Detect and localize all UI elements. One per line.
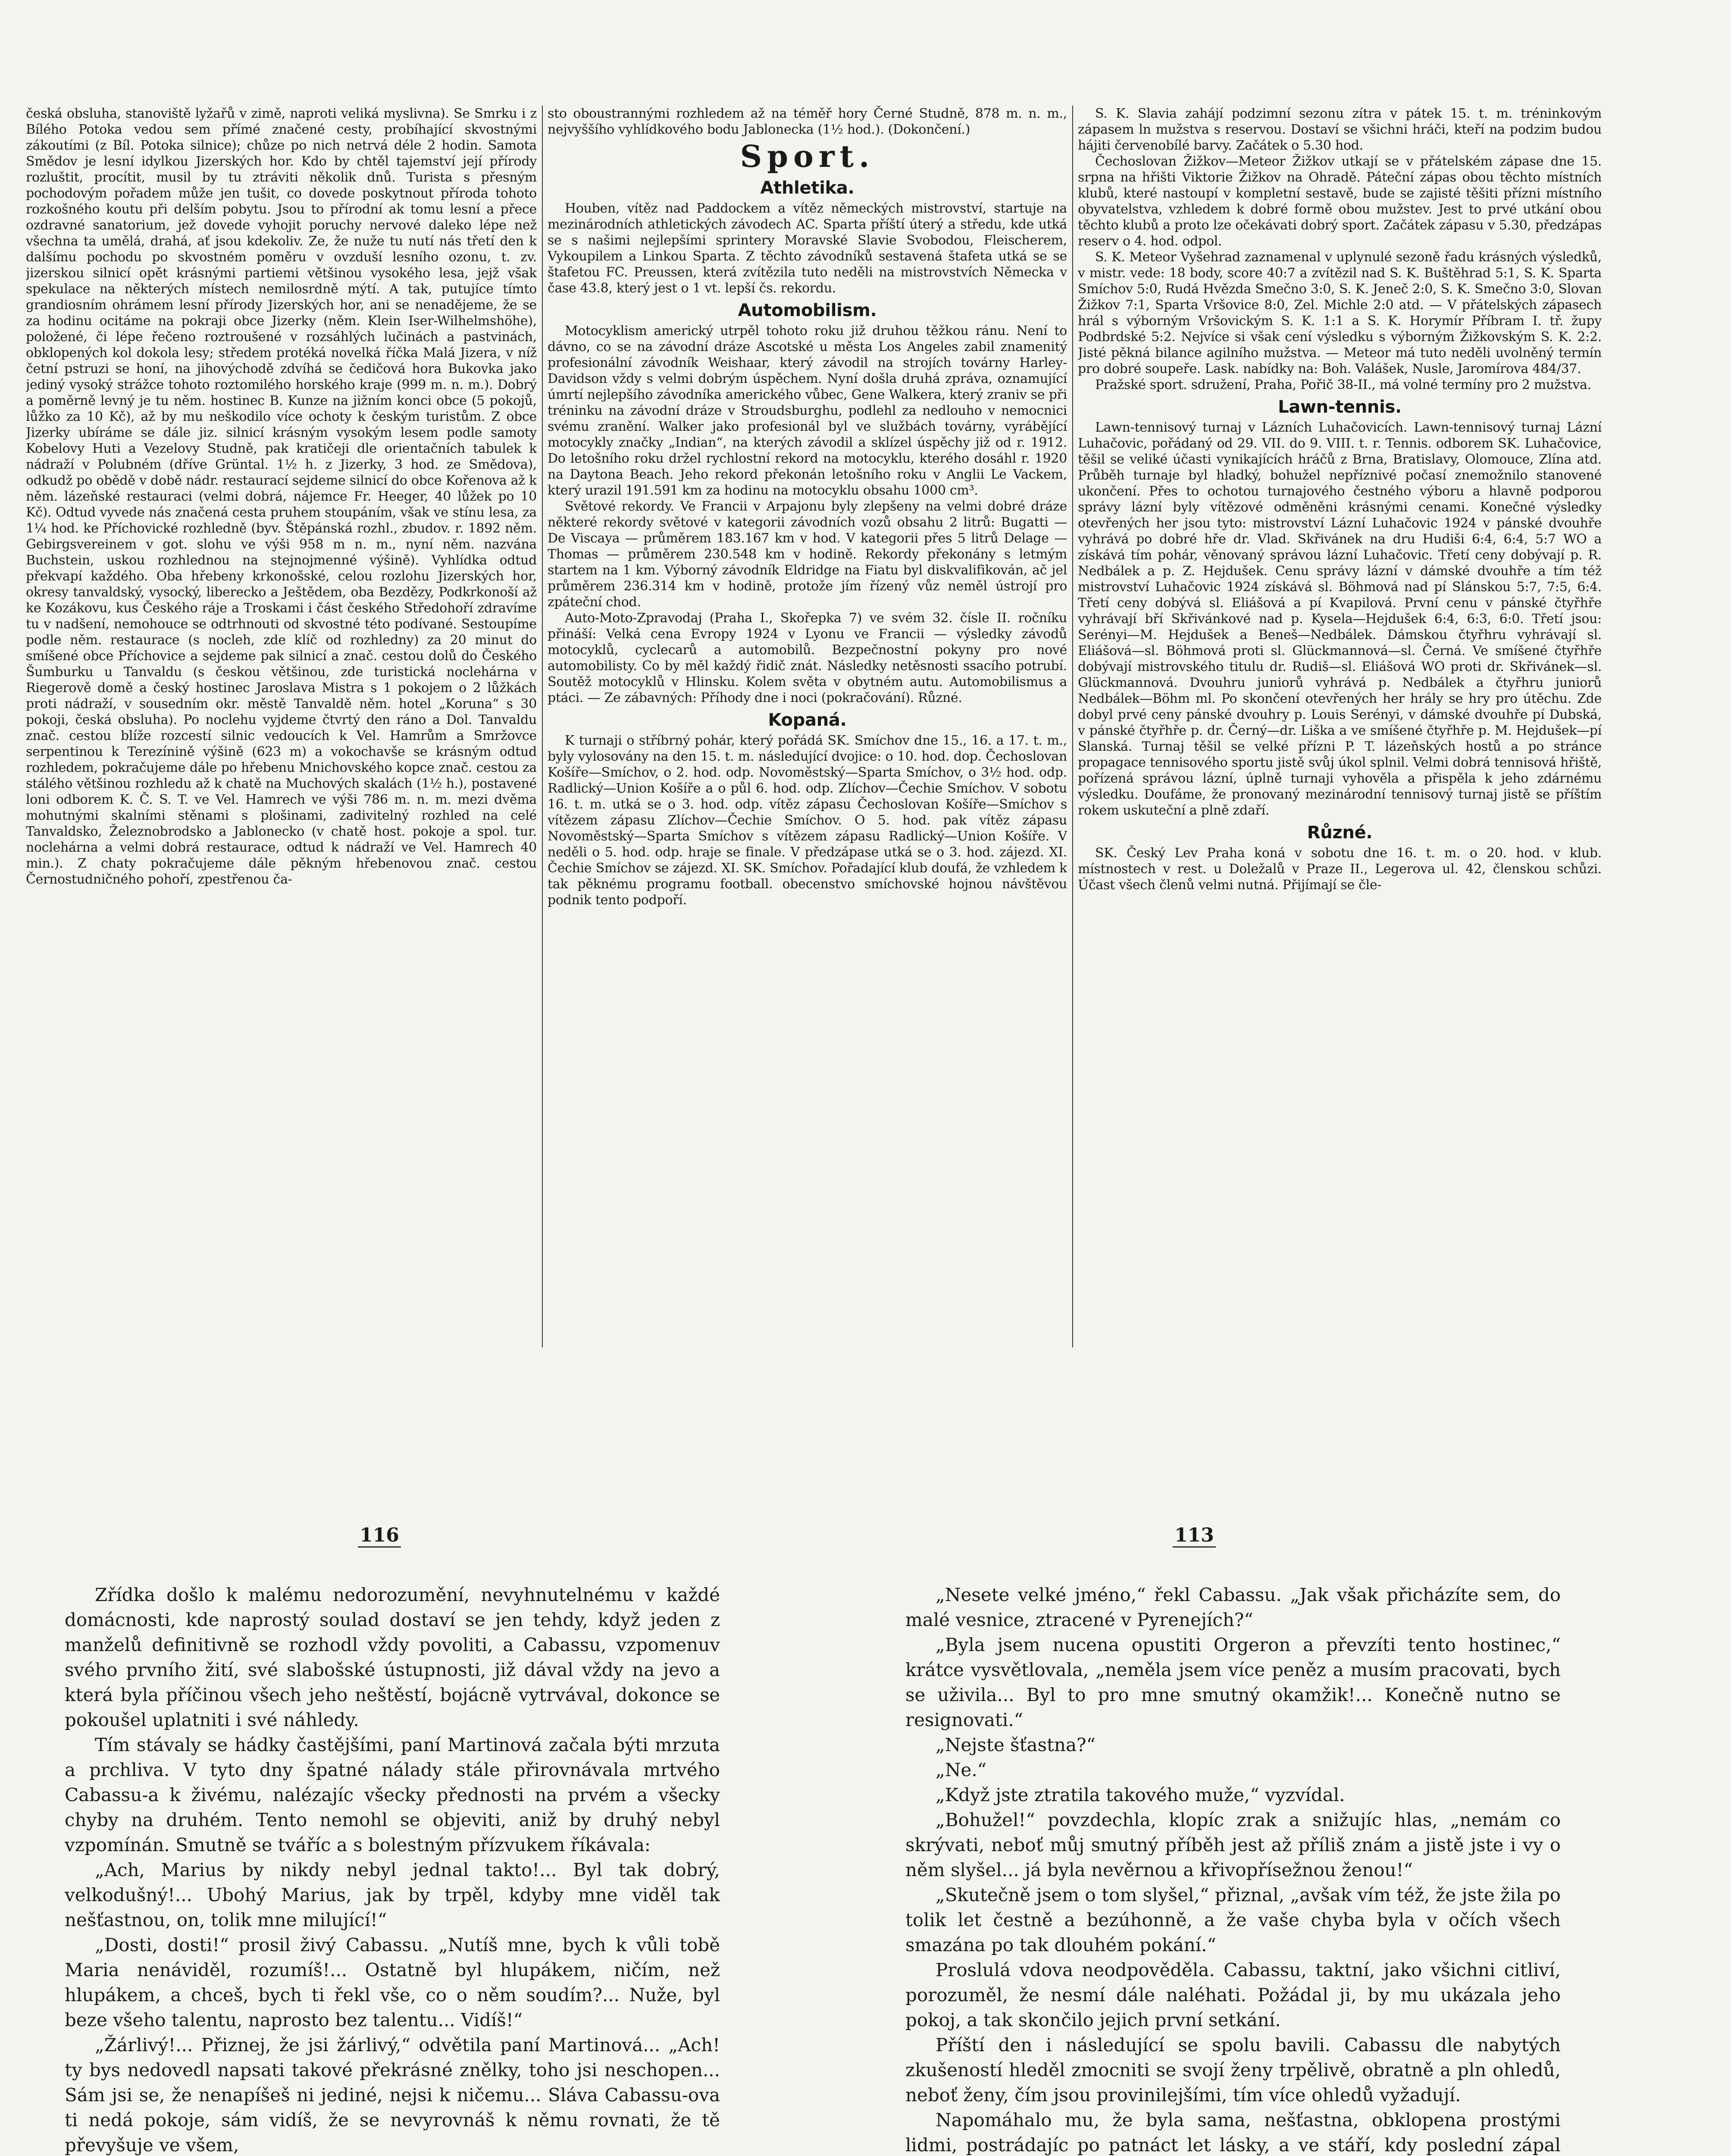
novel-paragraph: „Bohužel!“ povzdechla, klopíc zrak a snižujíc hlas, „nemám co skrývati, neboť můj smutný příběh jest až příliš znám a jistě jste i vy o něm slyšel... já byla nevěrnou a křivopřísežnou ženou!“: [905, 1809, 1561, 1880]
novel-paragraph: Napomáhalo mu, že byla sama, nešťastna, obklopena prostými lidmi, postrádajíc po patnáct let lásky, a ve stáří, kdy poslední zápal: [905, 2109, 1561, 2156]
right-page-number: 113: [1151, 1524, 1237, 1548]
news-column-2: [548, 106, 1067, 1352]
novel-paragraph: „Nesete velké jméno,“ řekl Cabassu. „Jak však přicházíte sem, do malé vesnice, ztracené v Pyrenejích?“: [905, 1584, 1561, 1630]
cechoslovan-meteor-text: Čechoslovan Žižkov—Meteor Žižkov utkají se v přátelském zápase dne 15. srpna na hřišti Viktorie Žižkov na Ohradě. Páteční zápas obou těchto místních klubů, které nastoupí v kompletní sestavě, bude se zajisté těšiti přízni místního obyvatelstva, vzhledem k dobré formě obou mužstev. Jest to prvé utkání obou těchto klubů a proto lze očekávati dobrý sport. Začátek zápasu v 5.30, předzápas reserv o 4. hod. odpol.: [1078, 154, 1602, 249]
ruzne-text: SK. Český Lev Praha koná v sobotu dne 16. t. m. o 20. hod. v klub. místnostech v rest. u Doležalů v Praze II., Legerova ul. 42, členskou schůzi. Účast všech členů velmi nutná. Přijímají se čle-: [1078, 846, 1602, 893]
novel-paragraph: „Dosti, dosti!“ prosil živý Cabassu. „Nutíš mne, bych k vůli tobě Maria nenáviděl, rozumíš!... Ostatně byl hlupákem, ničím, než hlupákem, a chceš, bych ti řekl vše, co o něm soudím?... Nuže, byl beze všeho talentu, naprosto bez talentu... Vidíš!“: [65, 1934, 720, 2031]
novel-paragraph: „Skutečně jsem o tom slyšel,“ přiznal, „avšak vím též, že jste žila po tolik let čestně a bezúhonně, a že vaše chyba byla v očích všech smazána po tak dlouhém pokání.“: [905, 1884, 1561, 1955]
novel-paragraph: Zřídka došlo k malému nedorozumění, nevyhnutelnému v každé domácnosti, kde naprostý soulad dostaví se jen tehdy, když jeden z manželů definitivně se rozhodl vždy povoliti, a Cabassu, vzpomenuv svého prvního žití, své slabošské ústupnosti, již dával vždy na jevo a která byla příčinou všech jeho neštěstí, bojácně vytrvával, dokonce se pokoušel uplatniti i své náhledy.: [65, 1584, 720, 1730]
novel-right-page: [905, 1524, 1561, 2156]
novel-paragraph: Tím stávaly se hádky častějšími, paní Martinová začala býti mrzuta a prchliva. V tyto dny špatné nálady stále přirovnávala mrtvého Cabassu-a k živému, nalézajíc všecky přednosti na prvém a všecky chyby na druhém. Tento nemohl se objeviti, aniž by druhý nebyl vzpomínán. Smutně se tváříc a s bolestným přízvukem říkávala:: [65, 1734, 720, 1855]
slavia-text: S. K. Slavia zahájí podzimní sezonu zítra v pátek 15. t. m. tréninkovým zápasem ln mužstva s reservou. Dostaví se všichni hráči, kteří na podzim budou hájiti červenobílé barvy. Začátek o 5.30 hod.: [1078, 106, 1602, 153]
news-column-3: [1078, 106, 1602, 1352]
novel-paragraph: „Když jste ztratila takového muže,“ vyzvídal.: [936, 1784, 1345, 1805]
novel-paragraph: „Byla jsem nucena opustiti Orgeron a převzíti tento hostinec,“ krátce vysvětlovala, „neměla jsem více peněz a musím pracovati, bych se uživila... Byl to pro mne smutný okamžik!... Konečně nutno se resignovati.“: [905, 1634, 1561, 1730]
world-records-text: Světové rekordy. Ve Francii v Arpajonu byly zlepšeny na velmi dobré dráze některé rekordy světové v kategorii závodních vozů obsahu 2 litrů: Bugatti — De Viscaya — průměrem 183.167 km v hod. V kategorii přes 5 litrů Delage — Thomas — průměrem 230.548 km v hodině. Rekordy překonány s letmým startem na 1 km. Výborný závodník Eldridge na Fiatu byl diskvalifikován, ač jel průměrem 236.314 km v hodině, protože jím řízený vůz neměl ústrojí pro zpáteční chod.: [548, 499, 1067, 610]
novel-left-page: [65, 1583, 720, 2156]
meteor-vysehrad-text: S. K. Meteor Vyšehrad zaznamenal v uplynulé sezoně řadu krásných výsledků, v mistr. vede: 18 body, score 40:7 a zvítězil nad S. K. Buštěhrad 5:1, S. K. Sparta Smíchov 5:0, Rudá Hvězda Smečno 3:0, S. K. Jeneč 2:0, S. K. Smečno 3:0, Slovan Žižkov 7:1, Sparta Vršovice 8:0, Zel. Michle 2:0 atd. — V přátelských zápasech hrál s výborným Vršovickým S. K. 1:1 a S. K. Horymír Příbram I. tř. župy Podbrdské 5:2. Nejvíce si však cení výsledku s výborným Žižkovským S. K. 2:2. Jisté pěkná bilance agilního mužstva. — Meteor má tuto neděli uvolněný termín pro dobré soupeře. Lask. nabídky na: Boh. Valášek, Nusle, Jaromírova 484/37.: [1078, 250, 1602, 376]
athletika-heading: Athletika.: [760, 178, 855, 198]
travel-article-ending: sto oboustrannými rozhledem až na téměř hory Černé Studně, 878 m. n. m., nejvyššího vyhlídkového bodu Jablonecka (1½ hod.). (Dokončení.): [548, 106, 1067, 137]
left-page-number: 116: [336, 1524, 423, 1548]
kopana-heading: Kopaná.: [768, 710, 847, 730]
column-divider: [542, 106, 543, 1348]
athletika-text: Houben, vítěz nad Paddockem a vítěz německých mistrovství, startuje na mezinárodních athletických závodech AC. Sparta příští úterý a středu, kde utká se s našimi nejlepšími sprintery Moravské Slavie Svobodou, Fleischerem, Vykoupilem a Linkou Sparta. Z těchto závodníků sestavená štafeta utká se se štafetou FC. Preussen, která zvítězila tuto neděli na mistrovstvích Německa v čase 43.8, který jest o 1 vt. lepší čs. rekordu.: [548, 201, 1067, 296]
kopana-text: K turnaji o stříbrný pohár, který pořádá SK. Smíchov dne 15., 16. a 17. t. m., byly vylosovány na den 15. t. m. následující dvojice: o 10. hod. dop. Čechoslovan Košíře—Smíchov, o 2. hod. odp. Novoměstský—Sparta Smíchov, o 3½ hod. odp. Radlický—Union Košíře a o půl 6. hod. odp. Zlíchov—Čechie Smíchov. V sobotu 16. t. m. utká se o 3. hod. odp. vítěz zápasu Čechoslovan Košíře—Smíchov s vítězem zápasu Zlíchov—Čechie Smíchov. O 5. hod. pak vítěz zápasu Novoměstský—Sparta Smíchov s vítězem zápasu Radlický—Union Košíře. V neděli o 5. hod. odp. hraje se finale. V předzápase utká se o 3. hod. zájezd. XI. Čechie Smíchov se zájezd. XI. SK. Smíchov. Pořadající klub doufá, že vzhledem k tak pěknému programu football. obecenstvo smíchovské hojnou návštěvou podnik tento podpoří.: [548, 733, 1067, 908]
prazske-sdruzeni-text: Pražské sport. sdružení, Praha, Pořič 38-II., má volné termíny pro 2 mužstva.: [1095, 377, 1591, 392]
novel-paragraph: „Ne.“: [936, 1759, 987, 1780]
novel-paragraph: „Žárlivý!... Přiznej, že jsi žárlivý,“ odvětila paní Martinová... „Ach! ty bys nedovedl napsati takové překrásné znělky, toho jsi neschopen... Sám jsi se, že nenapíšeš ni jediné, nejsi k ničemu... Sláva Cabassu-ova ti nedá pokoje, sám vidíš, že se nevyrovnáš k němu rovnati, že tě převyšuje ve všem,: [65, 2034, 720, 2156]
column-divider: [1072, 106, 1073, 1348]
novel-paragraph: Proslulá vdova neodpověděla. Cabassu, taktní, jako všichni citliví, porozuměl, že nesmí dále naléhati. Požádal ji, by mu ukázala jeho pokoj, a tak skončilo jejich první setkání.: [905, 1959, 1561, 2031]
motocyklism-text: Motocyklism americký utrpěl tohoto roku již druhou těžkou ránu. Není to dávno, co se na závodní dráze Ascotské u města Los Angeles zabil znamenitý profesionální závodník Weishaar, který závodil na strojích továrny Harley-Davidson vždy s velmi dobrým úspěchem. Nyní došla druhá zpráva, oznamující úmrtí nejlepšího závodníka amerického vůbec, Gene Walkera, který zraniv se při tréninku na závodní dráze v Stroudsburghu, podlehl za nedlouho v nemocnici svému zranění. Walker jako profesionál byl ve službách továrny, vyrábějící motocykly značky „Indian“, na kterých závodil a sklízel úspěchy již od r. 1912. Do letošního roku držel rychlostní rekord na motocyklu, kterého dosáhl r. 1920 na Daytona Beach. Jeho rekord překonán letošního roku v Anglii Le Vackem, který urazil 191.591 km za hodinu na motocyklu obsahu 1000 cm³.: [548, 323, 1067, 498]
travel-article-text: česká obsluha, stanoviště lyžařů v zimě, naproti veliká myslivna). Se Smrku i z Bílého Potoka vedou sem přímé značené cesty, probíhající skvostnými zákoutími (z Bíl. Potoka silnice); chůze po nich netrvá déle 2 hodin. Samota Smědov je lesní idylkou Jizerských hor. Kdo by chtěl tajemství její přírody rozluštit, procítit, musil by tu ztráviti několik dnů. Turista s přesným pochodovým pořadem může jen tušit, co dovede poskytnout příroda tohoto rozkošného koutu při delším pobytu. Jsou to přírodní ak tomu lesní a přece ozdravné sanatorium, jež dovede vyhojit poruchy nervové daleko lépe než všechna ta umělá, drahá, ať jsou kdekoliv. Ze, že nuže tu nutí nás třetí den k dalšímu pochodu po skvostném poměru v ovzduší lesního ozonu, t. zv. jizerskou silnicí opět krásnými partiemi většinou vysokého lesa, jejž však spekulace na některých místech nemilosrdně mýtí. A tak, putujíce tímto grandiosním ohrámem lesní přírody Jizerských hor, ani se nenadějeme, že se za hodinu ocitáme na pokraji obce Jizerky (něm. Klein Iser-Wilhelmshöhe), položené, či lépe řečeno roztroušené v rozsáhlých lučinách a pastvinách, obklopených kol dokola lesy; středem protéká novelká říčka Malá Jizera, v níž četní pstruzi se honí, na jihovýchodě zdvíhá se čedičová hora Bukovka jako jediný vysoký strážce tohoto roztomilého horského kraje (999 m. n. m.). Dobrý a poměrně levný je tu něm. hostinec B. Kunze na jižním konci obce (5 pokojů, lůžko za 10 Kč), až by mu neškodilo více ochoty k českým turistům. Z obce Jizerky ubíráme se dále jiz. silnicí krásným vysokým lesem podle samoty Kobelovy Huti a Vezelovy Studně, pak kratičeji dle orientačních tabulek k nádraží v Polubném (dříve Grüntal. 1½ h. z Jizerky, 3 hod. ze Smědova), odkudž po obědě v době nádr. restaurací sejdeme silnicí do obce Kořenova až k něm. lázeňské restauraci (velmi dobrá, nájemce Fr. Heeger, 40 lůžek po 10 Kč). Odtud vyvede nás značená cesta pruhem stoupáním, však ve stínu lesa, za 1¼ hod. ke Příchovické rozhledně (byv. Štěpánská rozhl., zbudov. r. 1892 něm. Gebirgsvereinem v got. slohu ve výši 958 m n. m., nyní něm. nazvána Buchstein, uskou rozhlednou na stejnojmenné výšině). Vyhlídka odtud překvapí každého. Oba hřebeny krkonošské, celou rozlohu Jizerských hor, okresy tanvaldský, vysocký, libereckо a Ještědem, oba Bezdězy, Podkrkonoší až ke Kozákovu, kus Českého ráje a Troskami i část českého Středohoří zdravíme tu v nadšení, nemohouce se odtrhnouti od skvostné této podívané. Sestoupíme podle něm. restaurace (s nocleh, zde klíč od rozhledny) za 20 minut do smíšené obce Příchovice a sejdeme pak silnicí a znač. cestou dolů do Českého Šumburku u Tanvaldu (s českou většinou, zde turistická noclehárna v Riegerově domě a český hostinec Jaroslava Mistra s 1 pokojem o 2 lůžkách proti nádraží, v sousedním okr. městě Tanvaldě něm. hotel „Koruna“ s 30 pokoji, česká obsluha). Po noclehu vyjdeme čtvrtý den ráno a Dol. Tanvaldu znač. cestou blíže rozcestí silnic vedoucích k Vel. Hamrům a Smržovce serpentinou k Terezínině výšině (623 m) a vokochavše se krásným odtud rozhledem, pokračujeme dále po hřebenu Mnichovského kopce znač. cestou za stálého většinou rozhledu až k chatě na Muchových skalách (1½ h.), postavené loni odborem K. Č. S. T. ve Vel. Hamrech ve výši 786 m. n. m. mezi dvěma mohutnými skalními stěnami s plošinami, zadivitelný rozhled na celé Tanvaldsko, Železnobrodsko a Jablonecko (v chatě host. pokoje a spol. tur. noclehárna a velmi dobrá restaurace, odtud k nádraží ve Vel. Hamrech 40 min.). Z chaty pokračujeme dále pěkným hřebenovou znač. cestou Černostudničného pohoří, zpestřenou ča-: [26, 106, 537, 887]
sport-heading: Sport.: [740, 138, 875, 174]
novel-paragraph: „Ach, Marius by nikdy nebyl jednal takto!... Byl tak dobrý, velkodušný!... Ubohý Marius, jak by trpěl, kdyby mne viděl tak nešťastnou, on, tolik mne milující!“: [65, 1859, 720, 1930]
lawn-tennis-heading: Lawn-tennis.: [1278, 397, 1402, 417]
news-column-1: [26, 106, 537, 1352]
lawn-tennis-text: Lawn-tennisový turnaj v Lázních Luhačovicích. Lawn-tennisový turnaj Lázní Luhačovic, pořádaný od 29. VII. do 9. VIII. t. r. Tennis. odborem SK. Luhačovice, těšil se veliké účasti vynikajících hráčů z Brna, Bratislavy, Olomouce, Zlína atd. Průběh turnaje byl hladký, bohužel nepříznivé počasí znemožnilo stanovené ukončení. Přes to ochotou turnajového čestného výboru a hlavně podporou správy lázní byly vítězové odměněni krásnými cenami. Konečné výsledky otevřených her jsou tyto: mistrovství Lázní Luhačovic 1924 v pánské dvouhře vyhrává po dobré hře dr. Vlad. Skřivánek na dru Hudiši 6:4, 6:4, 5:7 WO a získává tím pohár, věnovaný správou lázní Luhačovic. Třetí ceny dobývají p. R. Nedbálek a p. Z. Hejdušek. Cenu správy lázní v dámské dvouhře a tím též mistrovství Luhačovic 1924 získává sl. Böhmová nad pí Slánskou 5:7, 7:5, 6:4. Třetí ceny dobývá sl. Eliášová a pí Kvapilová. První cenu v pánské čtyřhře vyhrávají bří Skřivánkové nad p. Kysela—Hejdušek 6:4, 6:3, 6:0. Třetí jsou: Serényi—M. Hejdušek a Beneš—Nedbálek. Dámskou čtyřhru vyhrávají sl. Eliášová—sl. Böhmová proti sl. Glückmannová—sl. Černá. Ve smíšené čtyřhře dobývají mistrovského titulu dr. Rudiš—sl. Eliášová WO proti dr. Skřivánek—sl. Glückmannová. Dvouhru juniorů vyhrává p. Nedbálek a čtyřhru juniorů Nedbálek—Böhm ml. Po skončení otevřených her hrály se hry pro útěchu. Zde dobyl prvé ceny pánské dvouhry p. Louis Serényi, v dámské dvouhře pí Dubská, v pánské čtyřhře p. dr. Černý—dr. Liška a ve smíšené čtyřhře p. M. Hejdušek—pí Slanská. Turnaj těšil se velké přízni P. T. lázeňských hostů a po stránce propagace tennisového sportu jistě svůj úkol splnil. Velmi dobrá tennisová hřiště, pořízená správou lázní, úplně turnaji vyhověla a přispěla k jeho zdárnému výsledku. Doufáme, že pronovaný mezinárodní tennisový turnaj jistě se příštím rokem uskuteční a plně zdaří.: [1078, 420, 1602, 818]
ruzne-heading: Různé.: [1307, 823, 1373, 843]
novel-paragraph: Příští den i následující se spolu bavili. Cabassu dle nabytých zkušeností hleděl zmocniti se svojí ženy trpělivě, obratně a pln ohledů, neboť ženy, čím jsou provinilejšími, tím více ohledů vyžadují.: [905, 2034, 1561, 2106]
auto-moto-zpravodaj-text: Auto-Moto-Zpravodaj (Praha I., Skořepka 7) ve svém 32. čísle II. ročníku přináší: Velká cena Evropy 1924 v Lyonu ve Francii — výsledky závodů motocyklů, cyclecarů a automobilů. Bezpečnostní pokyny pro nové automobilisty. Co by měl každý řidič znát. Následky netěsnosti ssacího potrubí. Soutěž motocyklů v Hlinsku. Kolem světa v obytném autu. Automobilismus a ptáci. — Ze zábavných: Příhody dne i noci (pokračování). Různé.: [548, 611, 1067, 705]
novel-paragraph: „Nejste šťastna?“: [936, 1734, 1096, 1755]
automobilism-heading: Automobilism.: [738, 301, 877, 320]
